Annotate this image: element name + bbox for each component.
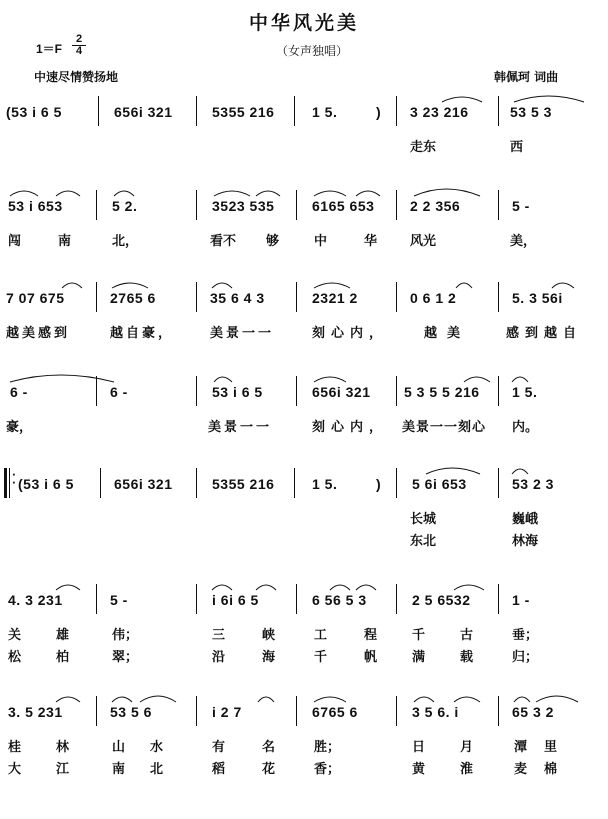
measure: 53 i 6 5: [212, 384, 263, 400]
lyric: 看不: [210, 234, 237, 249]
repeat-barline: [4, 468, 7, 498]
lyric: 柏: [56, 650, 70, 665]
lyric: 豪，: [6, 420, 33, 435]
lyric: 美景一一: [210, 326, 275, 341]
measure: 2765 6: [110, 290, 156, 306]
repeat-dots: · ·: [12, 470, 16, 489]
lyric: 棉: [544, 762, 558, 777]
lyric: 山: [112, 740, 126, 755]
measure: 6 56 5 3: [312, 592, 367, 608]
measure: 5355 216: [212, 476, 275, 492]
lyric: 麦: [514, 762, 528, 777]
lyric: 松: [8, 650, 22, 665]
lyric: 越自豪，: [110, 326, 175, 341]
measure: 6 -: [110, 384, 128, 400]
lyric: 月: [460, 740, 474, 755]
lyric: 载: [460, 650, 474, 665]
notation-line: [0, 704, 608, 730]
lyric: 古: [460, 628, 474, 643]
lyric: 巍峨: [512, 512, 539, 527]
barline: [498, 282, 499, 312]
performance-note: （女声独唱）: [275, 44, 348, 58]
lyric: 大: [8, 762, 22, 777]
barline: [100, 468, 101, 498]
measure: 5. 3 56i: [512, 290, 563, 306]
lyric: 刻心内，: [312, 326, 389, 341]
barline: [196, 696, 197, 726]
measure: 4. 3 231: [8, 592, 63, 608]
barline: [294, 468, 295, 498]
lyric: 日: [412, 740, 426, 755]
lyric: 关: [8, 628, 22, 643]
barline: [196, 376, 197, 406]
lyric: 刻心内，: [312, 420, 389, 435]
barline: [296, 696, 297, 726]
barline: [96, 584, 97, 614]
measure: 5 -: [512, 198, 530, 214]
lyric: 程: [364, 628, 378, 643]
lyric: 垂；: [512, 628, 539, 643]
lyric: 美，: [510, 234, 537, 249]
barline: [196, 190, 197, 220]
measure: 656i 321: [114, 104, 173, 120]
barline: [96, 190, 97, 220]
measure: 656i 321: [114, 476, 173, 492]
notation-line: [0, 470, 608, 502]
lyric: 潭: [514, 740, 528, 755]
lyric: 越美: [424, 326, 471, 341]
barline: [396, 376, 397, 406]
lyric: 有: [212, 740, 226, 755]
measure: 2 5 6532: [412, 592, 471, 608]
measure: 3. 5 231: [8, 704, 63, 720]
lyric: 帆: [364, 650, 378, 665]
lyric: 内。: [512, 420, 539, 435]
lyric: 满: [412, 650, 426, 665]
measure: 1 5.: [512, 384, 538, 400]
barline: [498, 696, 499, 726]
notation-line: [0, 290, 608, 316]
barline: [196, 96, 197, 126]
lyric: 长城: [410, 512, 437, 527]
measure: 53 i 653: [8, 198, 63, 214]
measure: 1 5.: [312, 476, 338, 492]
lyric: 林: [56, 740, 70, 755]
tempo-marking: 中速尽情赞扬地: [34, 70, 119, 84]
lyric: 北，: [112, 234, 139, 249]
measure: 65 3 2: [512, 704, 554, 720]
measure: 3 23 216: [410, 104, 469, 120]
lyric: 里: [544, 740, 558, 755]
notation-line: [0, 198, 608, 224]
lyric: 胜；: [314, 740, 341, 755]
composer-credit: 韩佩珂 词曲: [494, 70, 559, 84]
barline: [196, 468, 197, 498]
lyric: 东北: [410, 534, 437, 549]
barline: [498, 96, 499, 126]
measure: (53 i 6 5: [18, 476, 74, 492]
lyric: 走东: [410, 140, 437, 155]
lyric: 翠；: [112, 650, 139, 665]
barline: [396, 282, 397, 312]
measure: 1 5.: [312, 104, 338, 120]
time-signature-denominator: 4: [75, 45, 83, 57]
lyric: 名: [262, 740, 276, 755]
lyric: 黄: [412, 762, 426, 777]
barline: [196, 584, 197, 614]
measure: 53 2 3: [512, 476, 554, 492]
lyric: 峡: [262, 628, 276, 643]
measure: 3 5 6. i: [412, 704, 459, 720]
measure: ): [376, 104, 382, 120]
lyric: 沿: [212, 650, 226, 665]
barline: [296, 376, 297, 406]
lyric: 美景一一刻心: [402, 420, 487, 435]
lyric: 雄: [56, 628, 70, 643]
barline: [396, 468, 397, 498]
measure: 5355 216: [212, 104, 275, 120]
lyric: 伟；: [112, 628, 139, 643]
barline: [294, 96, 295, 126]
lyric: 淮: [460, 762, 474, 777]
repeat-barline: [9, 468, 10, 498]
measure: 53 5 3: [510, 104, 552, 120]
measure: 0 6 1 2: [410, 290, 457, 306]
barline: [396, 584, 397, 614]
key-signature: 1＝F: [36, 42, 63, 56]
measure: i 2 7: [212, 704, 242, 720]
lyric: 稻: [212, 762, 226, 777]
lyric: 西: [510, 140, 524, 155]
measure: 53 5 6: [110, 704, 152, 720]
measure: 6 -: [10, 384, 28, 400]
barline: [498, 584, 499, 614]
barline: [96, 282, 97, 312]
lyric: 闯: [8, 234, 22, 249]
lyric: 花: [262, 762, 276, 777]
lyric: 三: [212, 628, 226, 643]
measure: 5 3 5 5 216: [404, 384, 480, 400]
lyric: 香；: [314, 762, 341, 777]
lyric: 工: [314, 628, 328, 643]
lyric: 江: [56, 762, 70, 777]
measure: ): [376, 476, 382, 492]
barline: [396, 190, 397, 220]
lyric: 北: [150, 762, 164, 777]
lyric: 海: [262, 650, 276, 665]
measure: 5 2.: [112, 198, 138, 214]
measure: 5 6i 653: [412, 476, 467, 492]
measure: i 6i 6 5: [212, 592, 259, 608]
measure: 1 -: [512, 592, 530, 608]
barline: [296, 282, 297, 312]
measure: 6165 653: [312, 198, 375, 214]
lyric: 南: [112, 762, 126, 777]
barline: [498, 190, 499, 220]
lyric: 千: [412, 628, 426, 643]
song-title: 中华风光美: [248, 12, 359, 34]
lyric: 林海: [512, 534, 539, 549]
measure: 7 07 675: [6, 290, 65, 306]
barline: [396, 96, 397, 126]
measure: 3523 535: [212, 198, 275, 214]
time-signature-numerator: 2: [72, 34, 86, 46]
measure: 35 6 4 3: [210, 290, 265, 306]
measure: 656i 321: [312, 384, 371, 400]
lyric: 归；: [512, 650, 539, 665]
lyric: 中: [314, 234, 328, 249]
lyric: 华: [364, 234, 378, 249]
measure: 5 -: [110, 592, 128, 608]
barline: [96, 696, 97, 726]
barline: [498, 376, 499, 406]
lyric: 桂: [8, 740, 22, 755]
measure: 6765 6: [312, 704, 358, 720]
barline: [98, 96, 99, 126]
measure: 2 2 356: [410, 198, 461, 214]
measure: 2321 2: [312, 290, 358, 306]
barline: [498, 468, 499, 498]
lyric: 美景一一: [208, 420, 273, 435]
notation-line: [0, 384, 608, 410]
lyric: 感到越自: [506, 326, 583, 341]
lyric: 风光: [410, 234, 437, 249]
barline: [296, 584, 297, 614]
barline: [296, 190, 297, 220]
lyric: 够: [266, 234, 280, 249]
notation-line: [0, 104, 608, 130]
barline: [396, 696, 397, 726]
lyric: 千: [314, 650, 328, 665]
barline: [96, 376, 97, 406]
lyric: 南: [58, 234, 72, 249]
barline: [196, 282, 197, 312]
notation-line: [0, 592, 608, 618]
measure: (53 i 6 5: [6, 104, 62, 120]
lyric: 水: [150, 740, 164, 755]
lyric: 越美感到: [6, 326, 71, 341]
